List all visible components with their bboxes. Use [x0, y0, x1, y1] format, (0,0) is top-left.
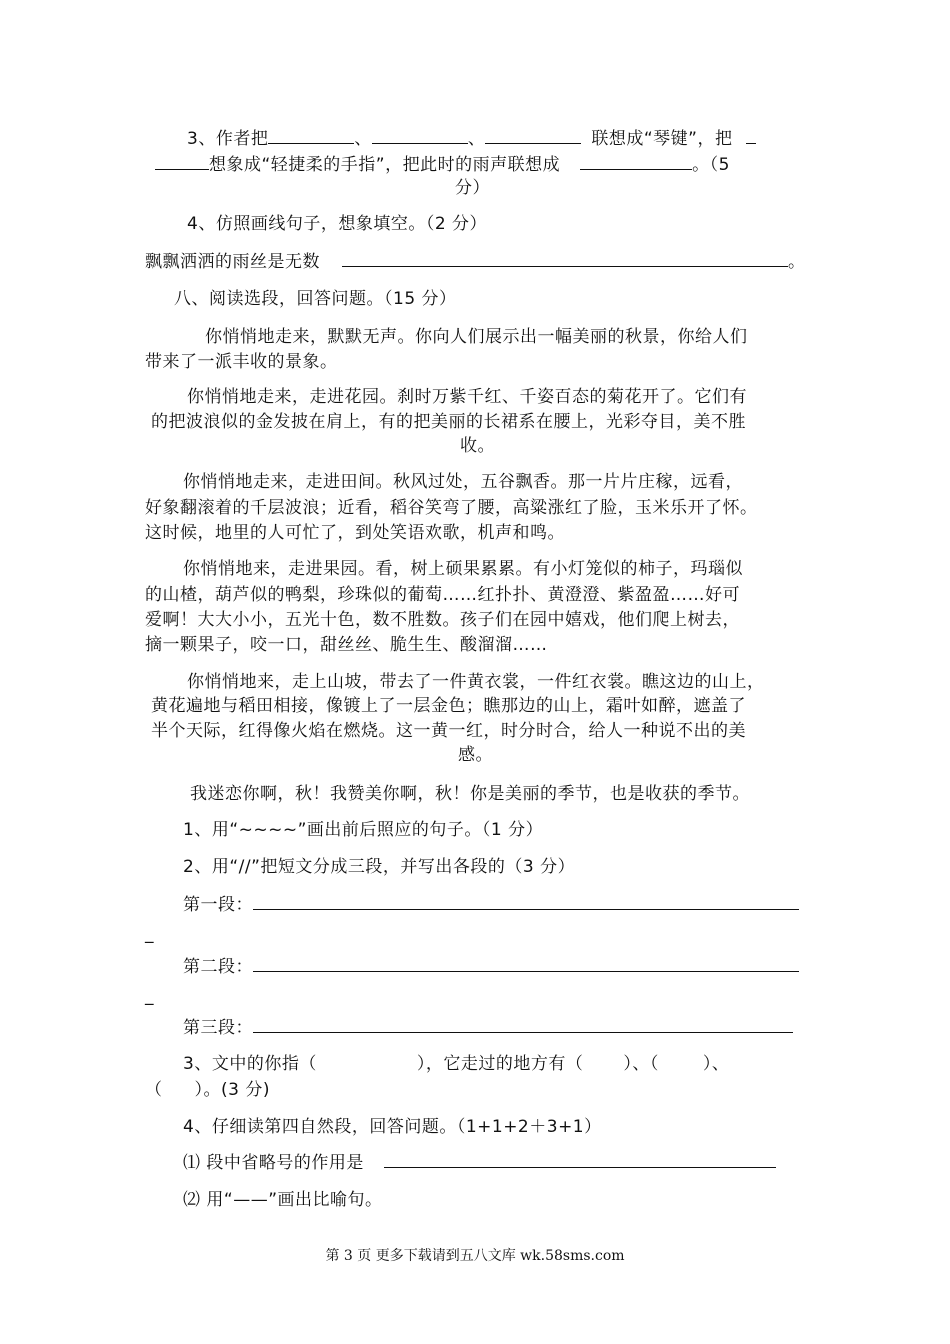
- passage-p3-line2: 好象翻滚着的千层波浪；近看，稻谷笑弯了腰，高粱涨红了脸，玉米乐开了怀。: [145, 498, 758, 518]
- segment-2-blank: [253, 955, 799, 972]
- passage-p3-line3: 这时候，地里的人可忙了，到处笑语欢歌，机声和鸣。: [145, 523, 565, 543]
- section8-title: 八、阅读选段，回答问题。（15 分）: [174, 289, 457, 309]
- question-4-1-label: ⑴ 段中省略号的作用是: [183, 1153, 364, 1173]
- q3-blank-2: [372, 127, 468, 144]
- q3b-part-b: ），它走过的地方有（: [416, 1054, 584, 1074]
- q3-sep2: 、: [467, 129, 486, 149]
- segment-1-blank: [253, 893, 799, 910]
- segment-2-continuation: _: [145, 986, 154, 1006]
- q3b-part-f: ）。(3 分): [194, 1080, 270, 1100]
- q4-label: 4、仿照画线句子，想象填空。（2 分）: [187, 214, 488, 234]
- question-3-line2: [145, 1078, 270, 1102]
- passage-p5-line4: 感。: [458, 745, 493, 765]
- q3b-part-c: ）、（: [623, 1054, 659, 1074]
- q3-line2: [155, 153, 730, 177]
- q3-blank-4b: [155, 153, 209, 170]
- passage-p4-line1: 你悄悄地来，走进果园。看，树上硕果累累。有小灯笼似的柿子，玛瑙似: [183, 559, 743, 579]
- segment-3-blank: [253, 1016, 793, 1033]
- passage-p2-line1: 你悄悄地走来，走进花园。刹时万紫千红、千姿百态的菊花开了。它们有: [187, 387, 747, 407]
- q4-fill-line: [145, 250, 806, 274]
- segment-3-label: 第三段：: [183, 1018, 253, 1038]
- question-4: 4、仔细读第四自然段，回答问题。（1+1+2＋3+1）: [183, 1117, 602, 1137]
- passage-p2-line2: 的把波浪似的金发披在肩上，有的把美丽的长裙系在腰上，光彩夺目，美不胜: [151, 412, 746, 432]
- q4-prefix: 飘飘洒洒的雨丝是无数: [145, 252, 320, 272]
- passage-p2-line3: 收。: [460, 436, 495, 456]
- passage-p1-line2: 带来了一派丰收的景象。: [145, 352, 338, 372]
- passage-p5-line2: 黄花遍地与稻田相接，像镀上了一层金色；瞧那边的山上，霜叶如醉，遮盖了: [151, 696, 746, 716]
- q3-blank-4a: [746, 127, 756, 144]
- q3-line2-mid: 想象成“轻捷柔的手指”，把此时的雨声联想成: [209, 155, 561, 175]
- segment-1-label: 第一段：: [183, 895, 253, 915]
- question-4-1-blank: [384, 1151, 776, 1168]
- q3-blank-3: [485, 127, 581, 144]
- q3-line2-end: 。（5: [692, 155, 730, 175]
- q3-line3: 分）: [455, 178, 490, 198]
- segment-2-line: [183, 955, 799, 979]
- q3b-part-a: 3、文中的你指（: [183, 1054, 317, 1074]
- passage-p3-line1: 你悄悄地走来，走进田间。秋风过处，五谷飘香。那一片片庄稼，远看，: [183, 472, 743, 492]
- segment-1-continuation: _: [145, 924, 154, 944]
- question-4-1-line: [183, 1151, 776, 1175]
- question-1: 1、用“~~~~”画出前后照应的句子。（1 分）: [183, 820, 544, 840]
- segment-2-label: 第二段：: [183, 957, 253, 977]
- segment-3-line: [183, 1016, 793, 1040]
- passage-p4-line4: 摘一颗果子，咬一口，甜丝丝、脆生生、酸溜溜……: [145, 635, 548, 655]
- passage-p4-line2: 的山楂，葫芦似的鸭梨，珍珠似的葡萄……红扑扑、黄澄澄、紫盈盈……好可: [145, 585, 740, 605]
- q4-blank: [342, 250, 788, 267]
- q3-prefix: 3、作者把: [187, 129, 269, 149]
- question-3-line1: [183, 1052, 729, 1076]
- q3-sep1: 、: [354, 129, 372, 149]
- passage-p1-line1: 你悄悄地走来，默默无声。你向人们展示出一幅美丽的秋景，你给人们: [205, 327, 748, 347]
- passage-p5-line1: 你悄悄地来，走上山坡，带去了一件黄衣裳，一件红衣裳。瞧这边的山上，: [187, 672, 765, 692]
- question-2: 2、用“//”把短文分成三段，并写出各段的（3 分）: [183, 857, 576, 877]
- question-4-2: ⑵ 用“——”画出比喻句。: [183, 1190, 383, 1210]
- segment-1-line: [183, 893, 799, 917]
- q3-line1: [187, 127, 756, 151]
- passage-p4-line3: 爱啊！大大小小，五光十色，数不胜数。孩子们在园中嬉戏，他们爬上树去，: [145, 610, 740, 630]
- q3-mid: 联想成“琴键”，把: [591, 129, 733, 149]
- q3-blank-5: [580, 153, 692, 170]
- page-footer: 第 3 页 更多下载请到五八文库 wk.58sms.com: [325, 1248, 625, 1264]
- passage-p5-line3: 半个天际，红得像火焰在燃烧。这一黄一红，时分时合，给人一种说不出的美: [151, 721, 746, 741]
- q3b-part-e: （: [145, 1080, 163, 1100]
- passage-p6: 我迷恋你啊，秋！我赞美你啊，秋！你是美丽的季节，也是收获的季节。: [190, 784, 750, 804]
- q3-blank-1: [268, 127, 354, 144]
- q4-end: 。: [788, 252, 806, 272]
- q3b-part-d: ）、: [702, 1054, 730, 1074]
